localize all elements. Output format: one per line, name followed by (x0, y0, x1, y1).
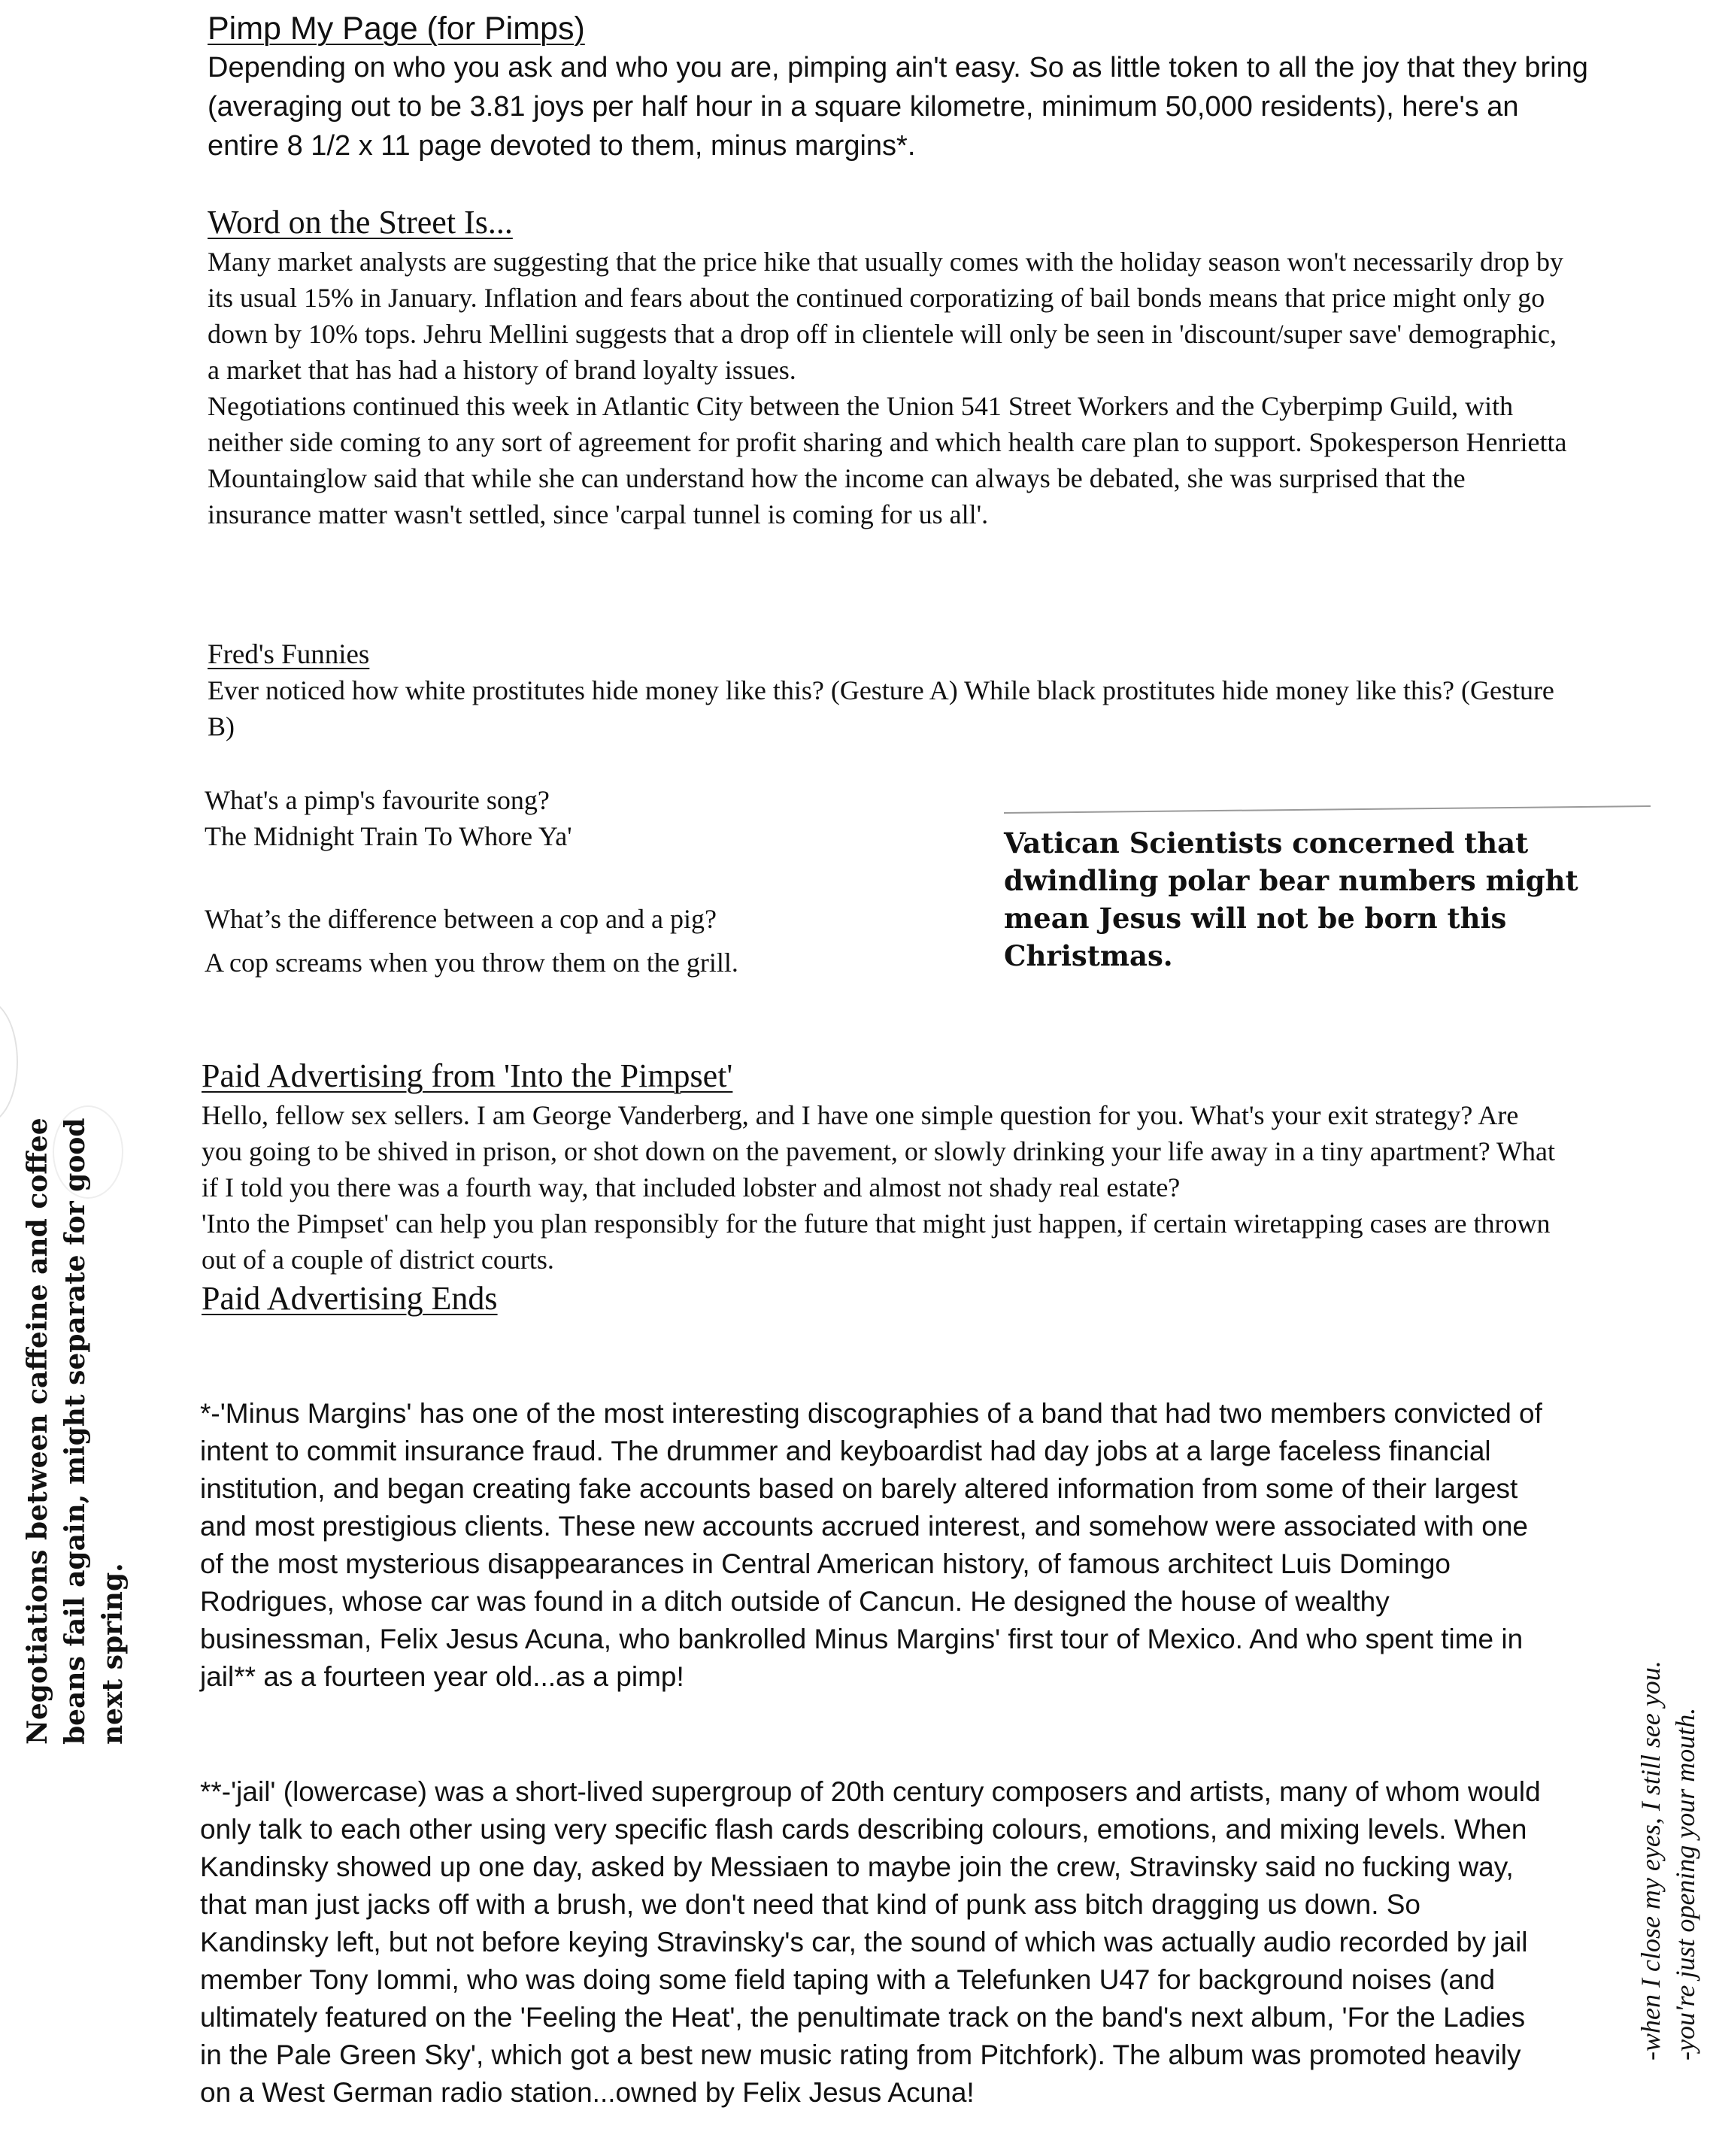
sidebar-news-box (1004, 812, 1651, 975)
intro-section (208, 9, 1591, 165)
paragraph: Hello, fellow sex sellers. I am George Vanderberg, and I have one simple question for you. What's your exit strategy? Are you going to be shived in prison, or shot down on the pavement, or slowly drinking your life away in a tiny apartment? What if I told you there was a fourth way, that included lobster and almost not shady real estate? (202, 1100, 1555, 1202)
footnote-1 (200, 1395, 1554, 1696)
paragraph: 'Into the Pimpset' can help you plan responsibly for the future that might just happen, if certain wiretapping cases are thrown out of a couple of district courts. (202, 1208, 1551, 1275)
section-heading: Paid Advertising Ends (202, 1280, 498, 1317)
joke-answer: The Midnight Train To Whore Ya' (205, 821, 572, 851)
joke-question: What’s the difference between a cop and a pig? (205, 904, 717, 934)
divider (1004, 805, 1651, 814)
page-title: Pimp My Page (for Pimps) (208, 11, 585, 47)
scan-artifact (0, 1000, 18, 1123)
margin-note-text: Negotiations between caffeine and coffee beans fail again, might separate for good next spring. (22, 1117, 129, 1745)
intro-paragraph: Depending on who you ask and who you are, pimping ain't easy. So as little token to all the joy that they bring (averaging out to be 3.81 joys per half hour in a square kilometre, minimum 50,000 residents), here's an entire 8 1/2 x 11 page devoted to them, minus margins*. (208, 52, 1588, 162)
joke-song (205, 782, 957, 854)
right-margin-note (1633, 1534, 1702, 2060)
paragraph: Many market analysts are suggesting that the price hike that usually comes with the holiday season won't necessarily drop by its usual 15% in January. Inflation and fears about the continued corporatizing of bail bonds means that price might only go down by 10% tops. Jehru Mellini suggests that a drop off in clientele will only be seen in 'discount/super save' demographic, a market that has had a history of brand loyalty issues. (208, 247, 1564, 385)
word-on-street-section (208, 202, 1569, 532)
funnies-section (208, 638, 1569, 744)
joke-question: What's a pimp's favourite song? (205, 785, 550, 815)
left-margin-note (19, 1053, 132, 1745)
footnote-text: **-'jail' (lowercase) was a short-lived supergroup of 20th century composers and artists, many of whom would only talk to each other using very specific flash cards describing colours, emotions, and mixing levels. When Kandinsky showed up one day, asked by Messiaen to maybe join the crew, Stravinsky said no fucking way, that man just jacks off with a brush, we don't need that kind of punk ass bitch dragging us down. So Kandinsky left, but not before keying Stravinsky's car, the sound of which was actually audio recorded by jail member Tony Iommi, who was doing some field taping with a Telefunken U47 for background noises (and ultimately featured on the 'Feeling the Heat', the penultimate track on the band's next album, 'For the Ladies in the Pale Green Sky', which got a best new music rating from Pitchfork). The album was promoted heavily on a West German radio station...owned by Felix Jesus Acuna! (200, 1776, 1541, 2108)
section-heading: Word on the Street Is... (208, 204, 513, 241)
paragraph: Negotiations continued this week in Atlantic City between the Union 541 Street Workers and the Cyberpimp Guild, with neither side coming to any sort of agreement for profit sharing and which health care plan to support. Spokesperson Henrietta Mountainglow said that while she can understand how the income can always be debated, she was surprised that the insurance matter wasn't settled, since 'carpal tunnel is coming for us all'. (208, 391, 1567, 529)
footnote-2 (200, 1773, 1554, 2112)
margin-note-line: -you're just opening your mouth. (1670, 1707, 1700, 2060)
section-heading: Paid Advertising from 'Into the Pimpset' (202, 1057, 733, 1094)
margin-note-line: -when I close my eyes, I still see you. (1636, 1660, 1666, 2060)
footnote-text: *-'Minus Margins' has one of the most interesting discographies of a band that had two members convicted of intent to commit insurance fraud. The drummer and keyboardist had day jobs at a large faceless financial institution, and began creating fake accounts based on barely altered information from some of their largest and most prestigious clients. These new accounts accrued interest, and somehow were associated with one of the most mysterious disappearances in Central American history, of famous architect Luis Domingo Rodrigues, whose car was found in a ditch outside of Cancun. He designed the house of wealthy businessman, Felix Jesus Acuna, who bankrolled Minus Margins' first tour of Mexico. And who spent time in jail** as a fourteen year old...as a pimp! (200, 1398, 1542, 1692)
advertising-section (202, 1055, 1555, 1320)
joke-cop (205, 901, 957, 981)
section-heading: Fred's Funnies (208, 639, 370, 670)
joke-answer: A cop screams when you throw them on the grill. (205, 948, 738, 978)
joke-text: Ever noticed how white prostitutes hide money like this? (Gesture A) While black prostitutes hide money like this? (Gesture B) (208, 675, 1554, 741)
sidebar-news-text: Vatican Scientists concerned that dwindling polar bear numbers might mean Jesus will not be born this Christmas. (1004, 826, 1578, 972)
